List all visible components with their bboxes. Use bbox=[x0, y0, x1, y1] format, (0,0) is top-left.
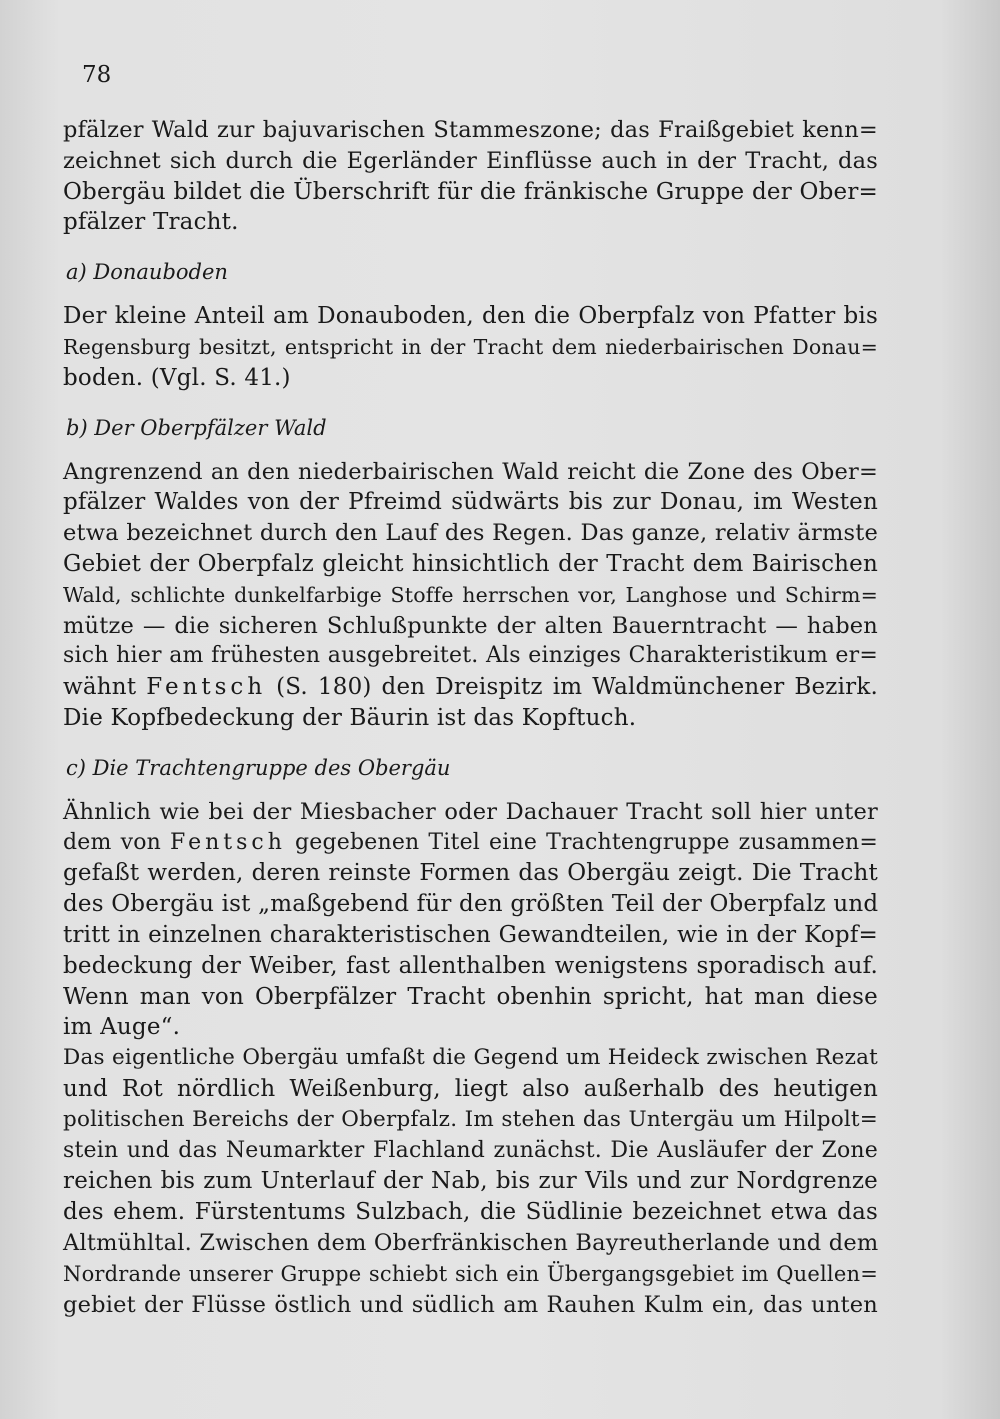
section-heading-a: a) Donauboden bbox=[66, 260, 228, 285]
text-line: pfälzer Tracht. bbox=[63, 209, 239, 236]
text-line: Wald, schlichte dunkelfarbige Stoffe herrschen vor, Langhose und Schirm= bbox=[63, 582, 878, 607]
text-line: und Rot nördlich Weißenburg, liegt also außerhalb des heutigen bbox=[63, 1075, 878, 1102]
text-line bbox=[63, 672, 878, 703]
text-line: zeichnet sich durch die Egerländer Einflüsse auch in der Tracht, das bbox=[63, 147, 878, 174]
text-line: Altmühltal. Zwischen dem Oberfränkischen Bayreutherlande und dem bbox=[63, 1229, 879, 1256]
text-line: bedeckung der Weiber, fast allenthalben wenigstens sporadisch auf. bbox=[63, 952, 878, 979]
text-line: reichen bis zum Unterlauf der Nab, bis zur Vils und zur Nordgrenze bbox=[63, 1168, 878, 1195]
text-line: etwa bezeichnet durch den Lauf des Regen. Das ganze, relativ ärmste bbox=[63, 520, 878, 547]
text-line: mütze — die sicheren Schlußpunkte der alten Bauerntracht — haben bbox=[63, 612, 878, 639]
text-line: politischen Bereichs der Oberpfalz. Im stehen das Untergäu um Hilpolt= bbox=[63, 1106, 878, 1132]
text-segment: wähnt bbox=[63, 674, 137, 701]
text-line: Nordrande unserer Gruppe schiebt sich ein Übergangsgebiet im Quellen= bbox=[63, 1261, 878, 1286]
text-line: gebiet der Flüsse östlich und südlich am Rauhen Kulm ein, das unten bbox=[63, 1291, 878, 1318]
text-line: Wenn man von Oberpfälzer Tracht obenhin spricht, hat man diese bbox=[63, 983, 878, 1010]
text-line: sich hier am frühesten ausgebreitet. Als einziges Charakteristikum er= bbox=[63, 643, 878, 669]
text-line: Angrenzend an den niederbairischen Wald reicht die Zone des Ober= bbox=[63, 458, 878, 485]
body-text bbox=[63, 115, 878, 1320]
author-name-spaced: Fentsch bbox=[170, 829, 286, 855]
page-number: 78 bbox=[82, 62, 112, 88]
text-segment: dem von bbox=[63, 829, 162, 855]
text-line bbox=[63, 828, 878, 859]
text-line: Gebiet der Oberpfalz gleicht hinsichtlich der Tracht dem Bairischen bbox=[63, 550, 878, 577]
text-line: Der kleine Anteil am Donauboden, den die Oberpfalz von Pfatter bis bbox=[63, 303, 878, 330]
text-line: stein und das Neumarkter Flachland zunächst. Die Ausläufer der Zone bbox=[63, 1137, 878, 1163]
text-line: Ähnlich wie bei der Miesbacher oder Dachauer Tracht soll hier unter bbox=[63, 798, 878, 825]
text-line: des ehem. Fürstentums Sulzbach, die Südlinie bezeichnet etwa das bbox=[63, 1199, 878, 1226]
text-line: pfälzer Wald zur bajuvarischen Stammeszone; das Fraißgebiet kenn= bbox=[63, 117, 878, 143]
author-name-spaced: Fentsch bbox=[146, 674, 267, 701]
section-heading-c: c) Die Trachtengruppe des Obergäu bbox=[66, 755, 451, 780]
text-line: tritt in einzelnen charakteristischen Gewandteilen, wie in der Kopf= bbox=[63, 921, 878, 948]
text-line: gefaßt werden, deren reinste Formen das Obergäu zeigt. Die Tracht bbox=[63, 860, 878, 887]
text-line: Regensburg besitzt, entspricht in der Tracht dem niederbairischen Donau= bbox=[63, 334, 878, 359]
text-segment: gegebenen Titel eine Trachtengruppe zusammen= bbox=[294, 829, 878, 855]
text-segment: (S. 180) den Dreispitz im Waldmünchener Bezirk. bbox=[276, 674, 879, 701]
text-line: boden. (Vgl. S. 41.) bbox=[63, 364, 291, 391]
text-line: pfälzer Waldes von der Pfreimd südwärts bis zur Donau, im Westen bbox=[63, 489, 878, 516]
section-heading-b: b) Der Oberpfälzer Wald bbox=[66, 415, 327, 440]
text-line: im Auge“. bbox=[63, 1014, 181, 1041]
text-line: Die Kopfbedeckung der Bäurin ist das Kopftuch. bbox=[63, 704, 637, 731]
text-line: Das eigentliche Obergäu umfaßt die Gegend um Heideck zwischen Rezat bbox=[63, 1045, 878, 1071]
text-line: des Obergäu ist „maßgebend für den größten Teil der Oberpfalz und bbox=[63, 891, 879, 918]
text-line: Obergäu bildet die Überschrift für die fränkische Gruppe der Ober= bbox=[63, 178, 878, 205]
